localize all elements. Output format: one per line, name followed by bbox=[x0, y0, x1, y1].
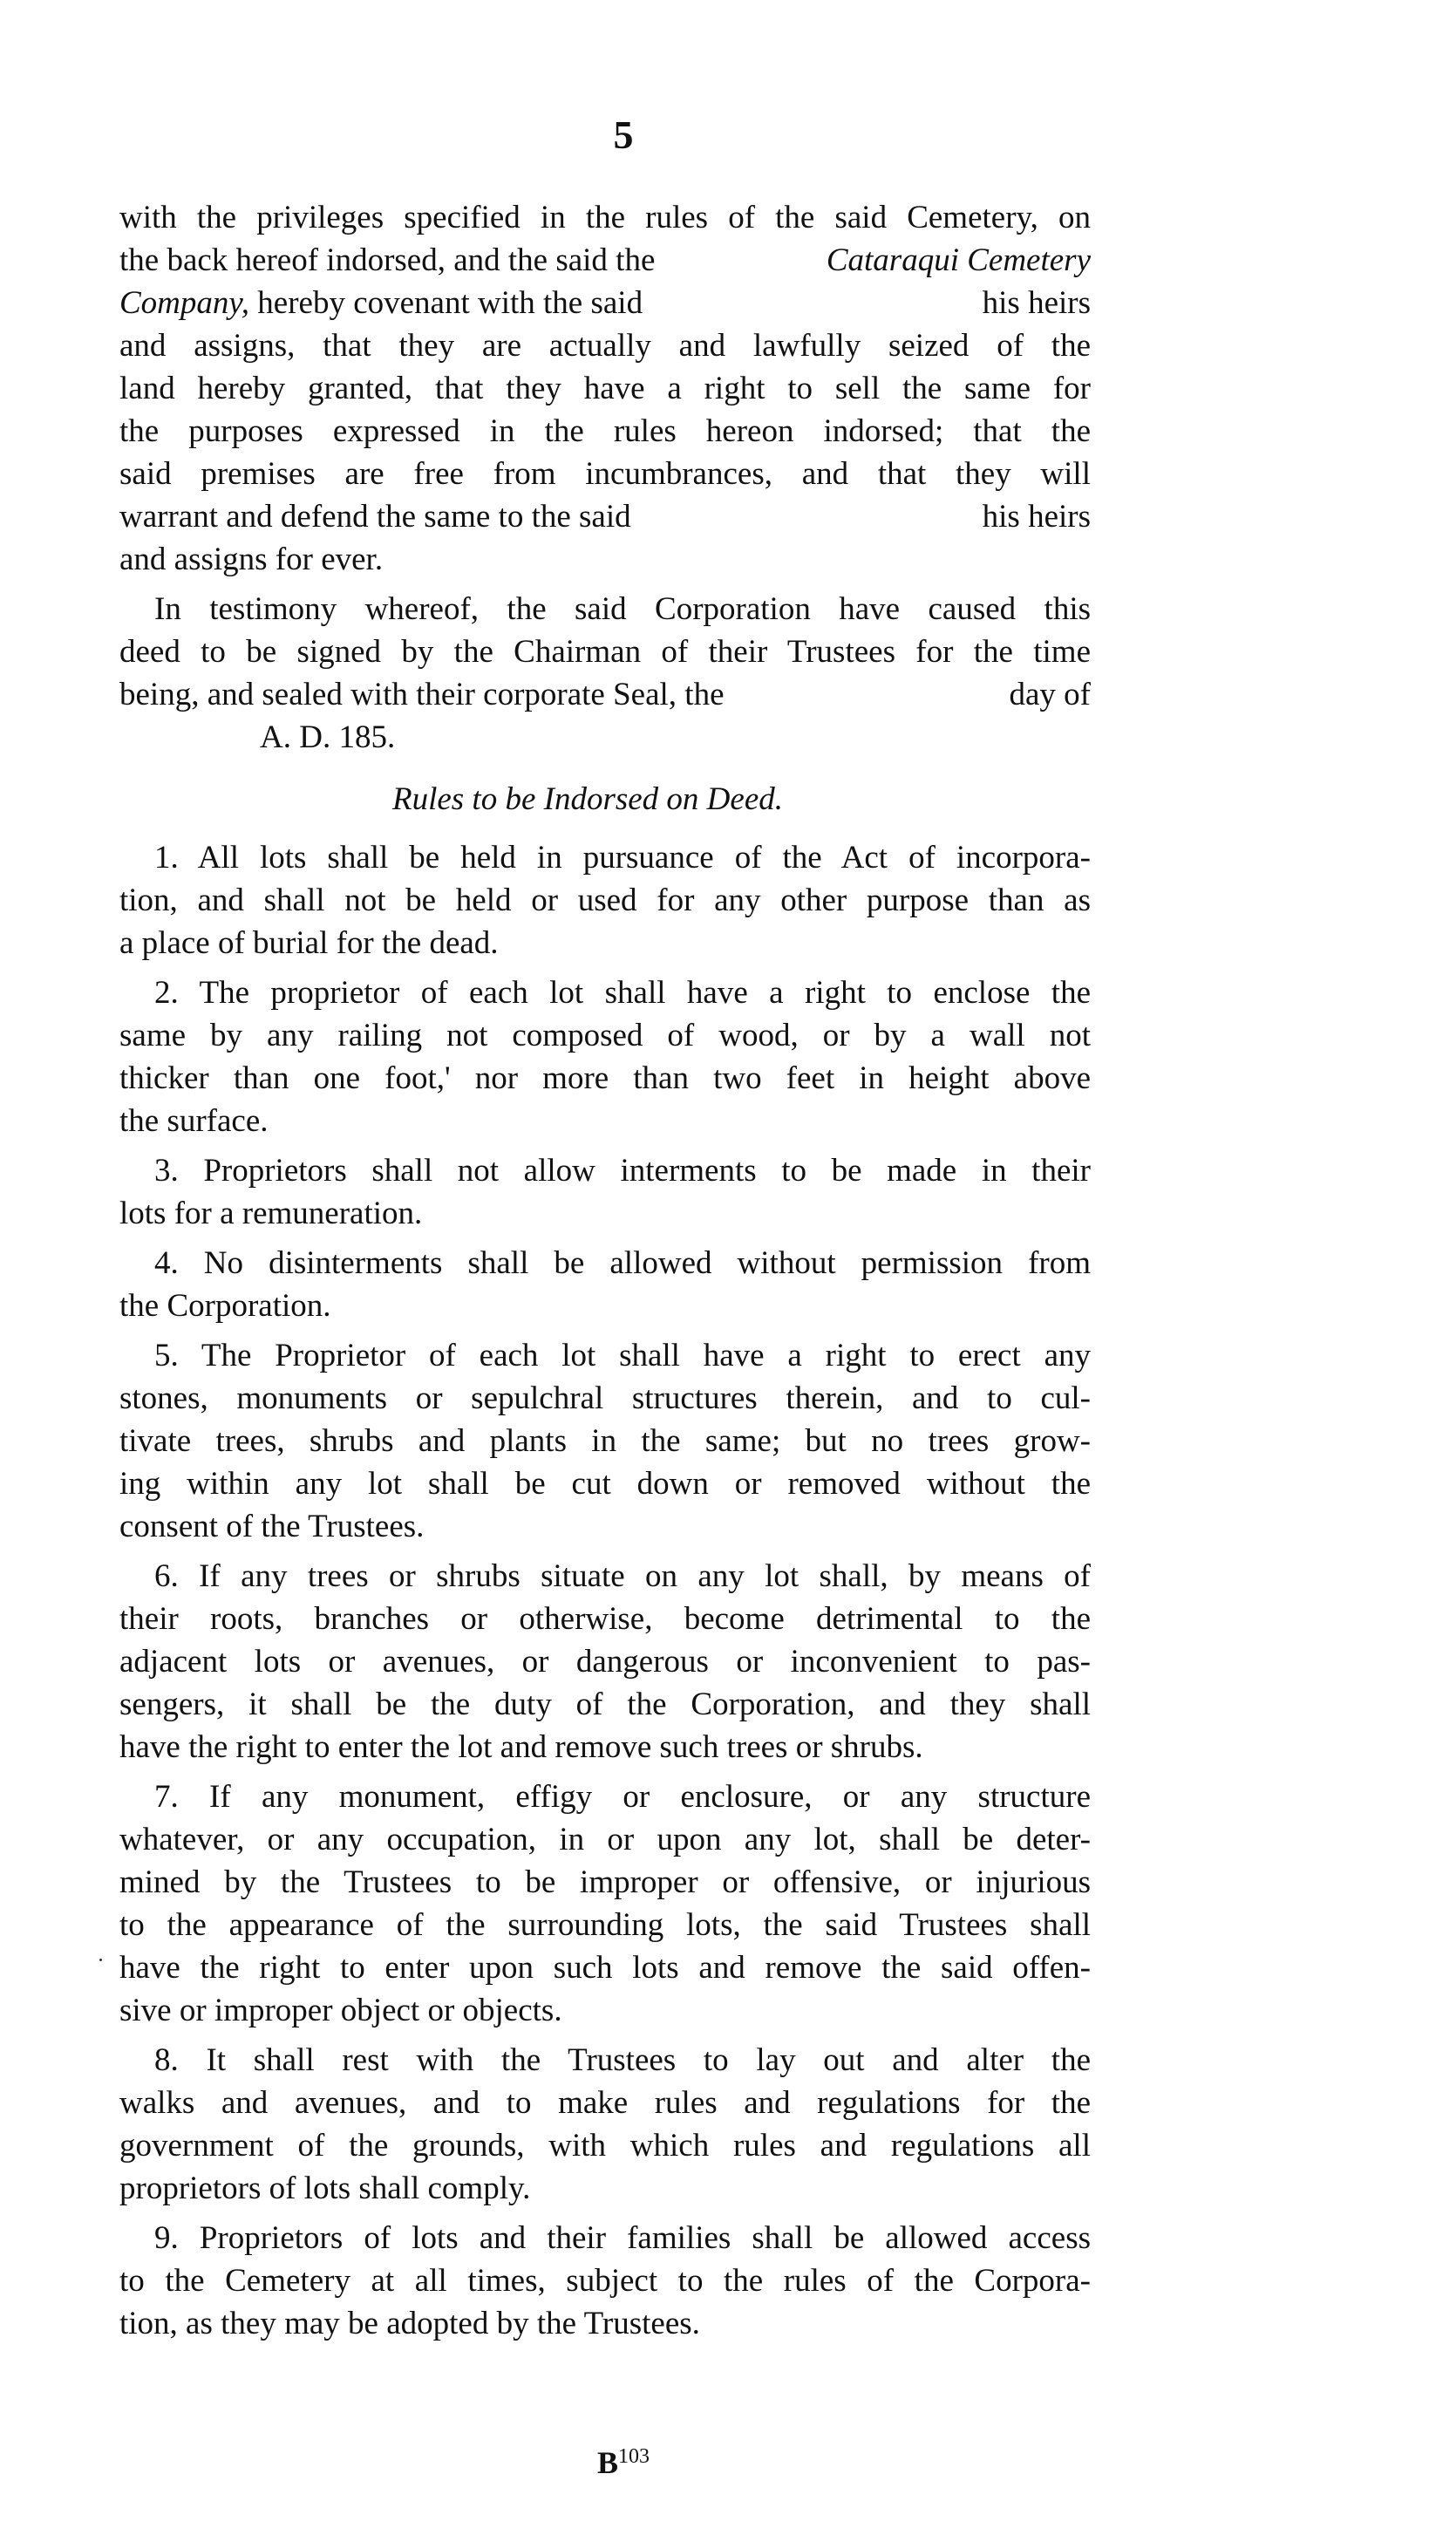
text-span: have the right to enter upon such lots and remove the said offen- bbox=[119, 1950, 1091, 1986]
text-line bbox=[119, 1775, 1091, 1818]
text-span: and assigns, that they are actually and lawfully seized of the bbox=[119, 328, 1091, 364]
text-line bbox=[119, 1420, 1091, 1462]
text-line bbox=[119, 324, 1091, 367]
text-span: the purposes expressed in the rules hereon indorsed; that the bbox=[119, 413, 1091, 449]
text-line bbox=[119, 2217, 1091, 2259]
text-span: tion, and shall not be held or used for any other purpose than as bbox=[119, 883, 1091, 918]
text-span: 1. All lots shall be held in pursuance of the Act of incorpora- bbox=[154, 840, 1091, 876]
text-line bbox=[119, 2039, 1091, 2082]
text-line bbox=[119, 538, 1091, 581]
text-line bbox=[119, 1555, 1091, 1598]
text-span: with the privileges specified in the rules of the said Cemetery, on bbox=[119, 200, 1091, 235]
text-span: land hereby granted, that they have a right to sell the same for bbox=[119, 371, 1091, 406]
text-line bbox=[119, 239, 1091, 282]
text-span: A. D. 185. bbox=[260, 719, 396, 755]
text-line bbox=[119, 453, 1091, 495]
text-line bbox=[119, 971, 1091, 1014]
rule-3 bbox=[119, 1149, 1091, 1235]
text-span: tivate trees, shrubs and plants in the same; but no trees grow- bbox=[119, 1423, 1091, 1459]
text-span: their roots, branches or otherwise, become detrimental to the bbox=[119, 1601, 1091, 1637]
text-line bbox=[119, 1683, 1091, 1726]
text-span: consent of the Trustees. bbox=[119, 1509, 425, 1544]
text-span: lots for a remuneration. bbox=[119, 1196, 423, 1231]
text-span: and assigns for ever. bbox=[119, 542, 384, 577]
rule-1 bbox=[119, 836, 1091, 964]
text-span: stones, monuments or sepulchral structures therein, and to cul- bbox=[119, 1380, 1091, 1416]
text-line bbox=[119, 1861, 1091, 1904]
text-span: warrant and defend the same to the said bbox=[119, 499, 631, 535]
text-group bbox=[119, 282, 643, 324]
text-span: his heirs bbox=[982, 499, 1091, 535]
text-line bbox=[119, 410, 1091, 453]
text-line bbox=[119, 1726, 1091, 1768]
text-span: 4. No disinterments shall be allowed without permission from bbox=[154, 1245, 1091, 1281]
text-line bbox=[119, 1057, 1091, 1100]
signature-mark bbox=[0, 2444, 1247, 2481]
text-line bbox=[119, 282, 1091, 324]
text-line bbox=[119, 1100, 1091, 1142]
signature-number: 103 bbox=[618, 2445, 650, 2468]
body-text bbox=[119, 196, 1091, 2352]
text-span: 6. If any trees or shrubs situate on any lot shall, by means of bbox=[154, 1558, 1091, 1594]
text-span: to the Cemetery at all times, subject to the rules of the Corpora- bbox=[119, 2263, 1091, 2299]
text-span: being, and sealed with their corporate Seal, the bbox=[119, 677, 725, 712]
rules-heading: Rules to be Indorsed on Deed. bbox=[391, 781, 783, 817]
text-span: proprietors of lots shall comply. bbox=[119, 2171, 531, 2206]
text-span: same by any railing not composed of wood, or by a wall not bbox=[119, 1018, 1091, 1053]
text-line bbox=[119, 1818, 1091, 1861]
text-line bbox=[119, 1904, 1091, 1946]
text-span: ing within any lot shall be cut down or removed without the bbox=[119, 1466, 1091, 1502]
text-span: 8. It shall rest with the Trustees to lay out and alter the bbox=[154, 2042, 1091, 2078]
text-span: day of bbox=[1009, 677, 1091, 712]
text-span: 2. The proprietor of each lot shall have a right to enclose the bbox=[154, 975, 1091, 1011]
text-line bbox=[119, 1598, 1091, 1640]
text-line bbox=[119, 588, 1091, 630]
text-line bbox=[119, 367, 1091, 410]
text-line bbox=[119, 2302, 1091, 2345]
text-line bbox=[119, 922, 1091, 964]
text-line bbox=[119, 1149, 1091, 1192]
text-line bbox=[119, 1192, 1091, 1235]
text-line bbox=[119, 2259, 1091, 2302]
text-span: thicker than one foot,' nor more than two feet in height above bbox=[119, 1060, 1091, 1096]
rule-9 bbox=[119, 2217, 1091, 2345]
text-span: 9. Proprietors of lots and their families shall be allowed access bbox=[154, 2220, 1091, 2256]
text-line bbox=[119, 1462, 1091, 1505]
text-span: hereby covenant with the said bbox=[257, 285, 643, 321]
text-span: 7. If any monument, effigy or enclosure, or any structure bbox=[154, 1779, 1091, 1815]
text-line bbox=[119, 1334, 1091, 1377]
text-line bbox=[119, 1285, 1091, 1327]
print-speck bbox=[99, 1959, 102, 1961]
text-span: sengers, it shall be the duty of the Corporation, and they shall bbox=[119, 1687, 1091, 1722]
company-name-part2: Company, bbox=[119, 285, 250, 321]
text-span: deed to be signed by the Chairman of their Trustees for the time bbox=[119, 634, 1091, 670]
text-line bbox=[119, 1946, 1091, 1989]
text-span: walks and avenues, and to make rules and regulations for the bbox=[119, 2085, 1091, 2121]
rule-4 bbox=[119, 1242, 1091, 1327]
text-span: government of the grounds, with which rules and regulations all bbox=[119, 2128, 1091, 2164]
text-line bbox=[119, 630, 1091, 673]
rule-6 bbox=[119, 1555, 1091, 1768]
rules-list bbox=[119, 836, 1091, 2345]
text-span: mined by the Trustees to be improper or offensive, or injurious bbox=[119, 1864, 1091, 1900]
text-span: a place of burial for the dead. bbox=[119, 925, 499, 961]
signature-letter: B bbox=[596, 2445, 618, 2480]
text-line bbox=[119, 836, 1091, 879]
rule-8 bbox=[119, 2039, 1091, 2210]
text-line bbox=[119, 1014, 1091, 1057]
text-span: to the appearance of the surrounding lots, the said Trustees shall bbox=[119, 1907, 1091, 1943]
opening-paragraph bbox=[119, 196, 1091, 581]
rule-5 bbox=[119, 1334, 1091, 1548]
text-span: said premises are free from incumbrances, and that they will bbox=[119, 456, 1091, 492]
text-span: the surface. bbox=[119, 1103, 269, 1139]
text-span: sive or improper object or objects. bbox=[119, 1993, 562, 2028]
page-number: 5 bbox=[613, 112, 634, 157]
text-line bbox=[119, 2124, 1091, 2167]
text-span: 5. The Proprietor of each lot shall have a right to erect any bbox=[154, 1338, 1091, 1373]
text-line bbox=[119, 196, 1091, 239]
text-line bbox=[119, 1989, 1091, 2032]
text-span: have the right to enter the lot and remove such trees or shrubs. bbox=[119, 1729, 923, 1765]
text-span: whatever, or any occupation, in or upon any lot, shall be deter- bbox=[119, 1822, 1091, 1857]
text-line bbox=[119, 1377, 1091, 1420]
testimony-paragraph bbox=[119, 588, 1091, 759]
text-span: tion, as they may be adopted by the Trustees. bbox=[119, 2306, 700, 2341]
text-line bbox=[119, 1640, 1091, 1683]
text-span: his heirs bbox=[982, 285, 1091, 321]
text-span: the Corporation. bbox=[119, 1288, 331, 1324]
text-line bbox=[119, 1242, 1091, 1285]
text-span: the back hereof indorsed, and the said the bbox=[119, 242, 656, 278]
text-span: In testimony whereof, the said Corporation have caused this bbox=[154, 591, 1091, 627]
rule-2 bbox=[119, 971, 1091, 1142]
text-span: adjacent lots or avenues, or dangerous or inconvenient to pas- bbox=[119, 1644, 1091, 1680]
text-line bbox=[119, 879, 1091, 922]
text-line bbox=[119, 2082, 1091, 2124]
text-line bbox=[119, 495, 1091, 538]
text-line bbox=[119, 2167, 1091, 2210]
text-span: 3. Proprietors shall not allow interments to be made in their bbox=[154, 1153, 1091, 1189]
text-line bbox=[119, 1505, 1091, 1548]
rule-7 bbox=[119, 1775, 1091, 2032]
company-name-part1: Cataraqui Cemetery bbox=[826, 242, 1091, 278]
text-line bbox=[119, 673, 1091, 716]
date-line bbox=[119, 716, 1091, 759]
